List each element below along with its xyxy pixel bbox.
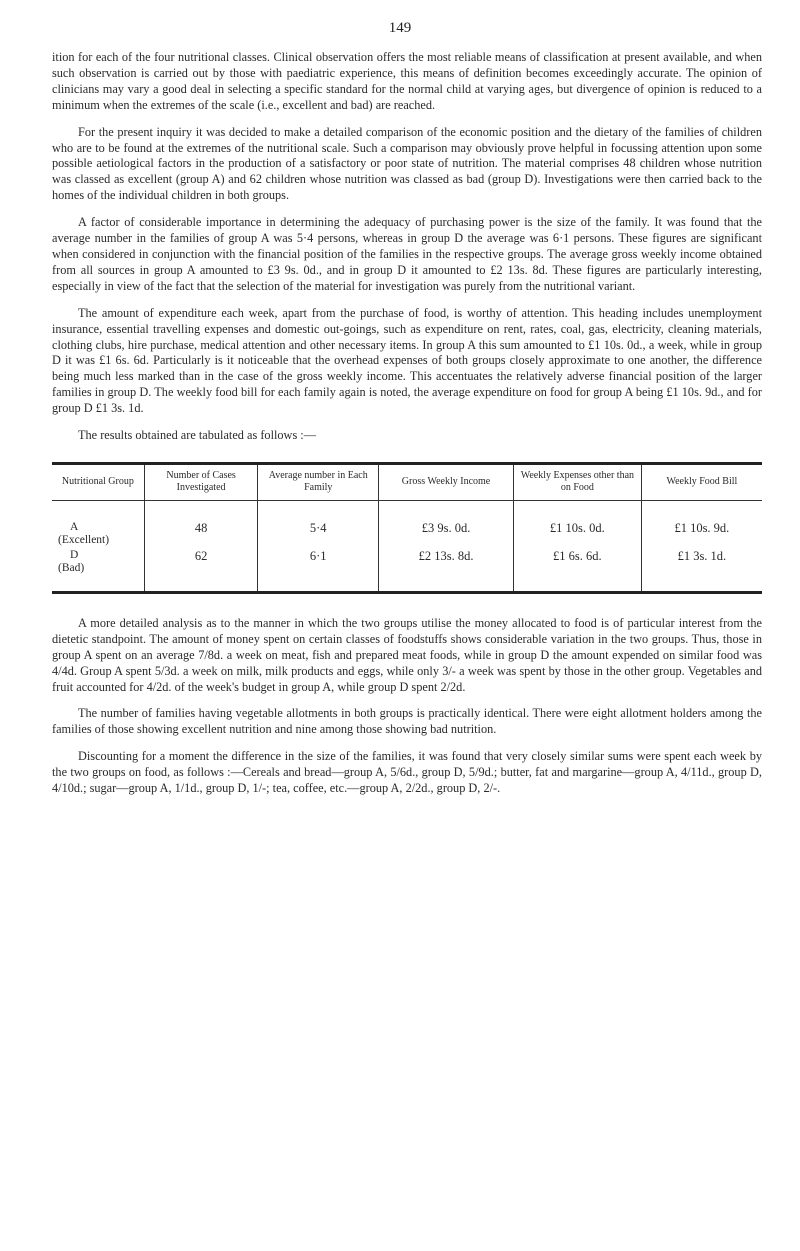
- paragraph-1: ition for each of the four nutritional classes. Clinical observation offers the most reliable means of classification at present available, and when such observation is carried out by those with paediatric experience, this means of definition becomes exceedingly accurate. The opinion of clinicians may vary a good deal in selecting a specific standard for the normal child at varying ages, but divergence of opinion is reduced to a minimum when the extremes of the scale (i.e., excellent and bad) are reached.: [52, 50, 762, 112]
- cases-cell: 62: [144, 549, 258, 593]
- expenses-cell: £1 6s. 6d.: [513, 549, 641, 593]
- table-row: [52, 549, 762, 593]
- paragraph-2: For the present inquiry it was decided to make a detailed comparison of the economic position and the dietary of the families of children who are to be found at the extremes of the nutritional scale. Such a comparison may obviously prove helpful in focussing attention upon some possible aetiological factors in the production of a satisfactory or poor state of nutrition. The material comprises 48 children whose nutrition was classed as excellent (group A) and 62 children whose nutrition was classed as bad (group D). Investigations were then carried back to the homes of the individual children in both groups.: [52, 124, 762, 203]
- paragraph-4: The amount of expenditure each week, apart from the purchase of food, is worthy of attention. This heading includes unemployment insurance, essential travelling expenses and domestic out-goings, such as expenditure on rent, rates, coal, gas, electricity, cleaning materials, clothing clubs, hire purchase, medical attention and other necessary items. In group A this sum amounted to £1 10s. 0d., a week, while in group D it was £1 6s. 6d. Particularly is it noticeable that the overhead expenses of both groups closely approximate to one another, the difference being much less marked than in the case of the gross weekly income. This accentuates the relatively adverse financial position of the larger families in group D. The weekly food bill for each family again is noted, the average expenditure on food for group A being £1 10s. 9d., and for group D £1 3s. 1d.: [52, 305, 762, 416]
- header-nutritional-group: Nutritional Group: [52, 463, 144, 500]
- expenses-cell: £1 10s. 0d.: [513, 500, 641, 549]
- food-bill-cell: £1 10s. 9d.: [641, 500, 762, 549]
- results-table: [52, 462, 762, 594]
- food-bill-cell: £1 3s. 1d.: [641, 549, 762, 593]
- page-number: 149: [388, 20, 412, 36]
- paragraph-7: The number of families having vegetable allotments in both groups is practically identical. There were eight allotment holders among the families of those showing excellent nutrition and nine among those showing bad nutrition.: [52, 706, 762, 737]
- paragraph-3: A factor of considerable importance in determining the adequacy of purchasing power is the size of the family. It was found that the average number in the families of group A was 5·4 persons, whereas in group D the average was 6·1 persons. These figures are significant when considered in conjunction with the financial position of the families in the respective groups. The average gross weekly income obtained from all sources in group A amounted to £3 9s. 0d., and in group D it amounted to £2 13s. 8d. These figures are particularly interesting, especially in view of the fact that the selection of the material for investigation was purely from the nutritional variant.: [52, 215, 762, 293]
- group-label: (Bad): [58, 561, 85, 574]
- header-weekly-expenses: Weekly Expenses other than on Food: [513, 463, 641, 500]
- header-average-number: Average number in Each Family: [258, 463, 379, 500]
- table-row: [52, 500, 762, 549]
- page-content: [52, 50, 762, 808]
- family-size-cell: 6·1: [258, 549, 379, 593]
- paragraph-6: A more detailed analysis as to the manner in which the two groups utilise the money allocated to food is of particular interest from the dietetic standpoint. The amount of money spent on certain classes of foodstuffs shows considerable variation in the two groups. Thus, those in group A spent on an average 7/8d. a week on meat, fish and prepared meat foods, while in group D the amount expended on similar food was 4/4d. Group A spent 5/3d. a week on milk, milk products and eggs, while only 3/- a week was spent by those in the other group. Vegetables and fruit accounted for 4/2d. of the week's budget in group A, while group D spent 2/2d.: [52, 615, 762, 694]
- income-cell: £2 13s. 8d.: [379, 549, 514, 593]
- paragraph-5: The results obtained are tabulated as follows :—: [78, 428, 317, 443]
- results-table-wrapper: [52, 462, 762, 594]
- group-letter: D: [70, 548, 79, 561]
- header-number-of-cases: Number of Cases Investigated: [144, 463, 258, 500]
- cases-cell: 48: [144, 500, 258, 549]
- header-gross-income: Gross Weekly Income: [379, 463, 514, 500]
- family-size-cell: 5·4: [258, 500, 379, 549]
- table-header-row: [52, 463, 762, 500]
- income-cell: £3 9s. 0d.: [379, 500, 514, 549]
- group-label: (Excellent): [58, 533, 110, 546]
- paragraph-8: Discounting for a moment the difference in the size of the families, it was found that very closely similar sums were spent each week by the two groups on food, as follows :—Cereals and bread—group A, 5/6d., group D, 5/9d.; butter, fat and margarine—group A, 4/11d., group D, 4/10d.; sugar—group A, 1/1d., group D, 1/-; tea, coffee, etc.—group A, 2/2d., group D, 2/-.: [52, 749, 762, 796]
- group-cell: [52, 549, 144, 593]
- group-cell: [52, 500, 144, 549]
- header-food-bill: Weekly Food Bill: [641, 463, 762, 500]
- group-letter: A: [70, 520, 79, 533]
